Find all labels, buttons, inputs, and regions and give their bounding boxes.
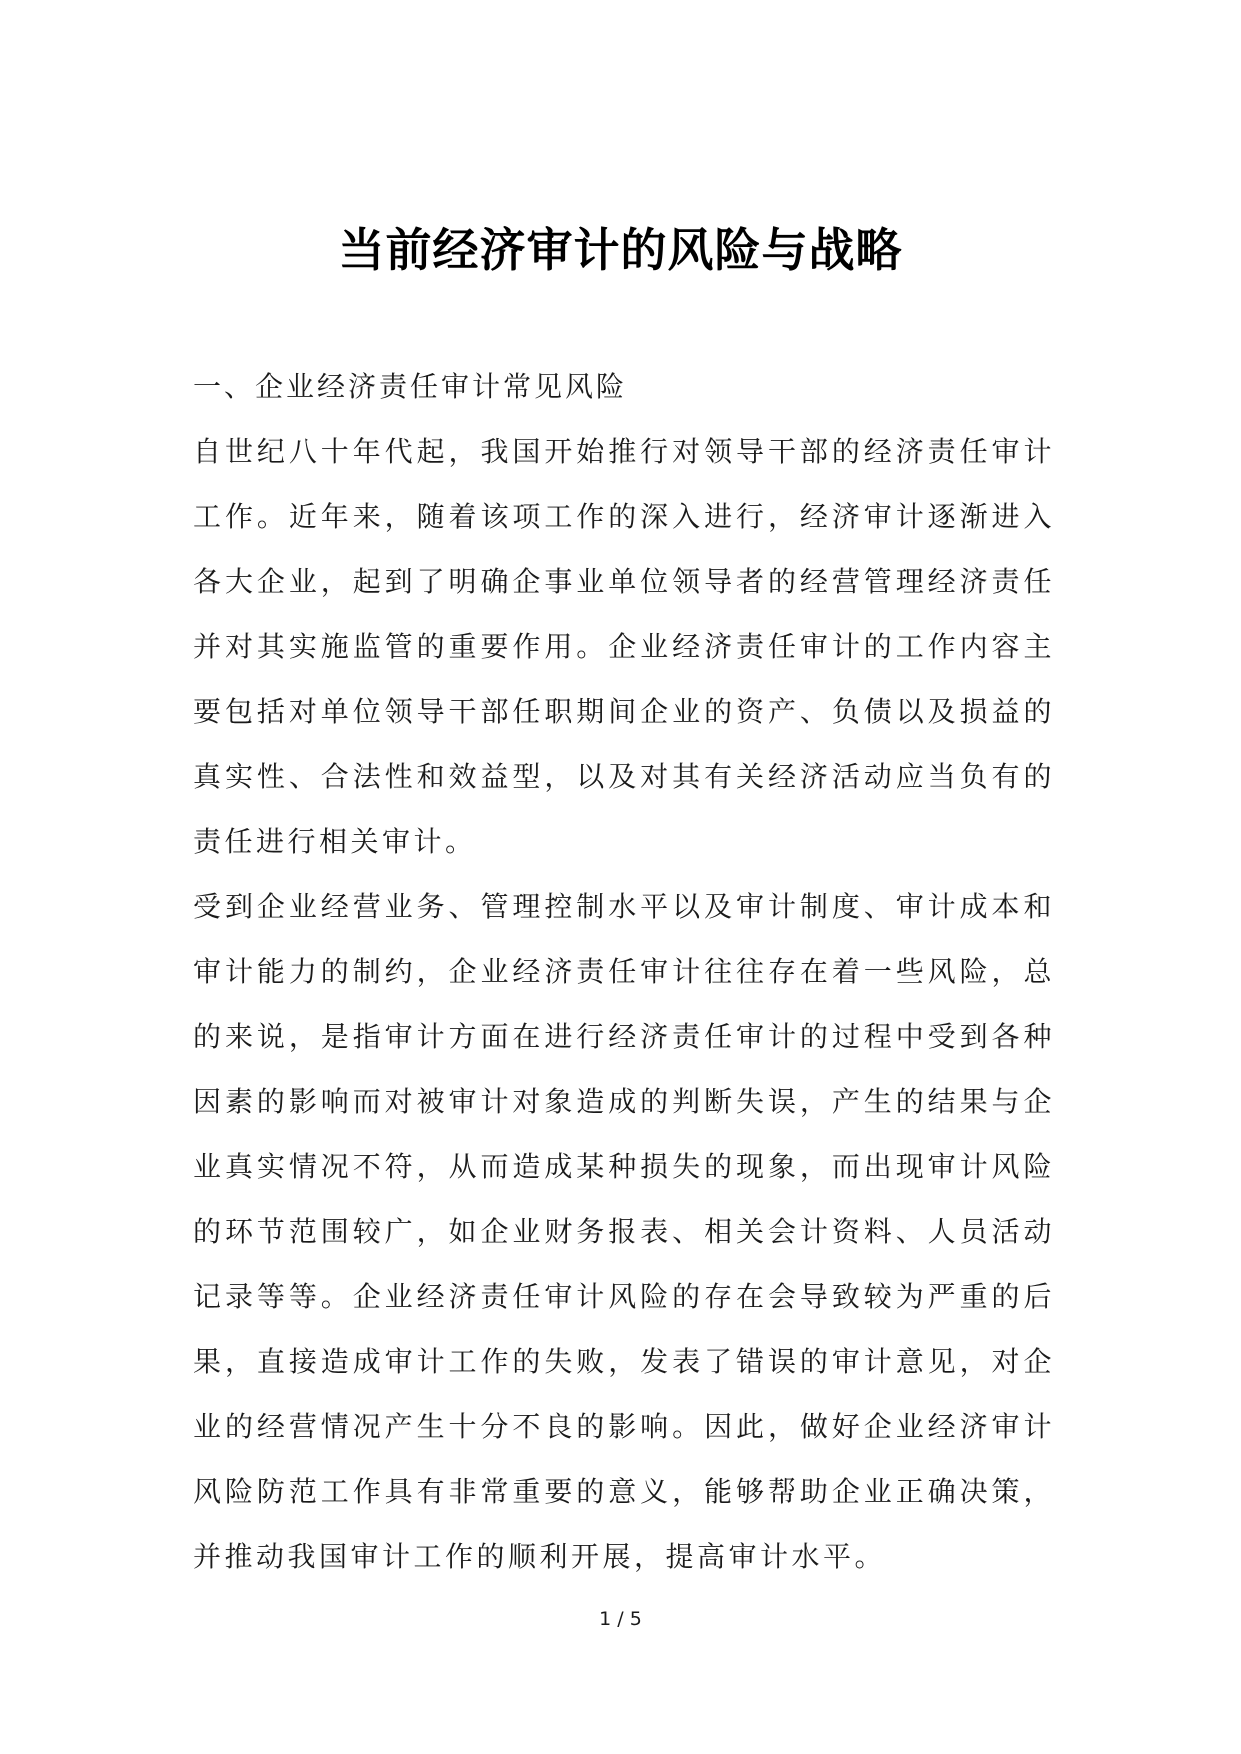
paragraph-2: 受到企业经营业务、管理控制水平以及审计制度、审计成本和审计能力的制约，企业经济责任审计往往存在着一些风险，总的来说，是指审计方面在进行经济责任审计的过程中受到各种因素的影响而对被审计对象造成的判断失误，产生的结果与企业真实情况不符，从而造成某种损失的现象，而出现审计风险的环节范围较广，如企业财务报表、相关会计资料、人员活动记录等等。企业经济责任审计风险的存在会导致较为严重的后果，直接造成审计工作的失败，发表了错误的审计意见，对企业的经营情况产生十分不良的影响。因此，做好企业经济审计风险防范工作具有非常重要的意义，能够帮助企业正确决策，并推动我国审计工作的顺利开展，提高审计水平。 (193, 890, 1055, 1573)
page-number: 1 / 5 (599, 1608, 642, 1630)
paragraph-1: 自世纪八十年代起，我国开始推行对领导干部的经济责任审计工作。近年来，随着该项工作的深入进行，经济审计逐渐进入各大企业，起到了明确企事业单位领导者的经营管理经济责任并对其实施监管的重要作用。企业经济责任审计的工作内容主要包括对单位领导干部任职期间企业的资产、负债以及损益的真实性、合法性和效益型，以及对其有关经济活动应当负有的责任进行相关审计。 (193, 435, 1055, 858)
document-body (193, 354, 1055, 1589)
document-title: 当前经济审计的风险与战略 (338, 223, 903, 277)
section-heading: 一、企业经济责任审计常见风险 (193, 370, 628, 403)
